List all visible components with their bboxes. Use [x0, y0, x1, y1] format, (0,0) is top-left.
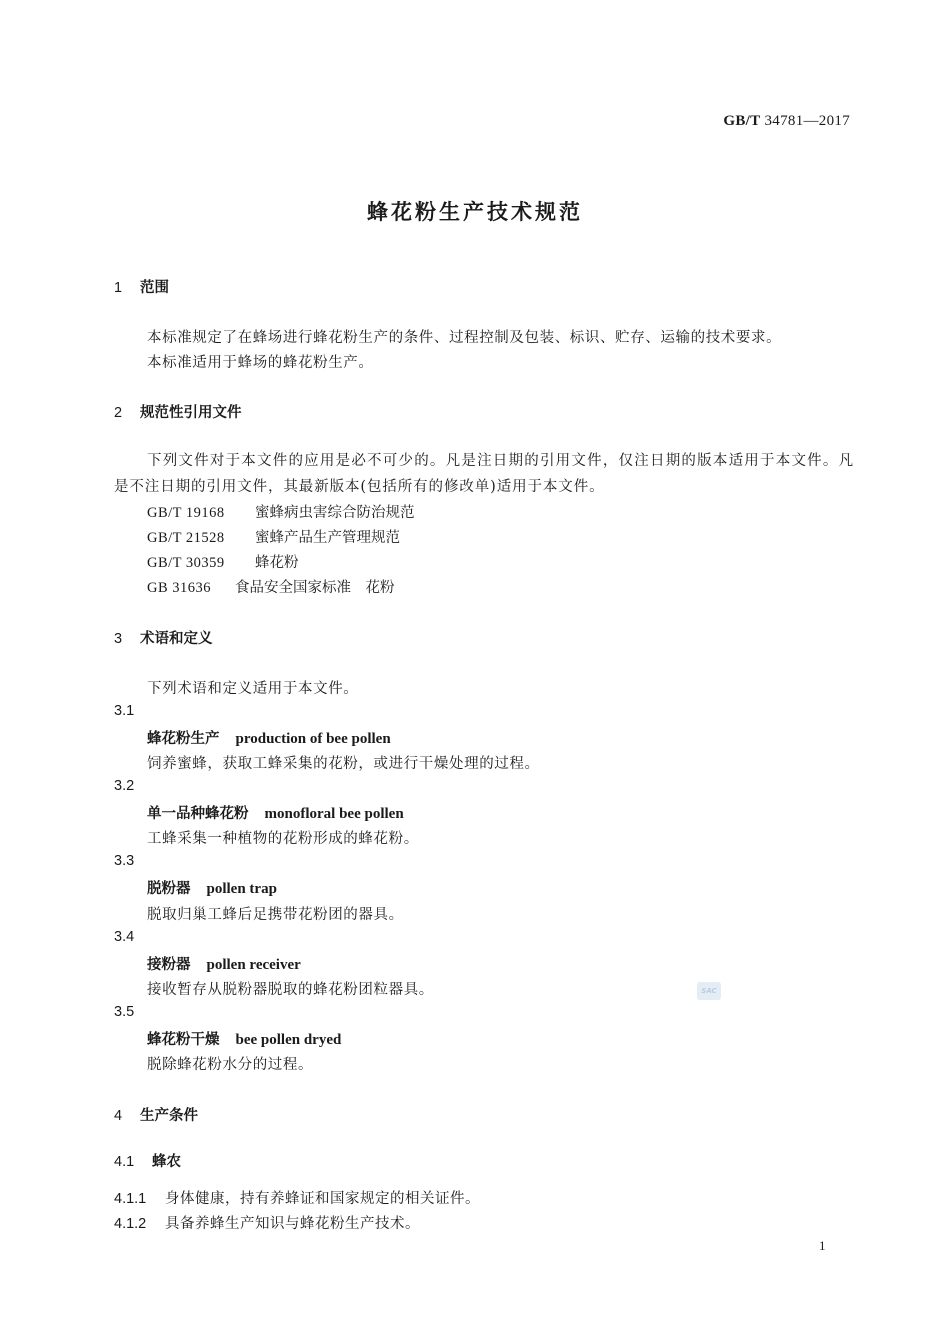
reference-item: [147, 526, 400, 547]
clause-text: 具备养蜂生产知识与蜂花粉生产技术。: [165, 1216, 420, 1232]
term-zh: 蜂花粉干燥: [147, 1032, 220, 1048]
standard-code: [723, 113, 850, 130]
reference-name: 蜜蜂产品生产管理规范: [255, 530, 400, 546]
reference-item: [147, 551, 299, 572]
reference-item: [147, 501, 415, 522]
section-title: 生产条件: [140, 1108, 198, 1124]
standard-code-prefix: GB/T: [723, 113, 761, 129]
clause-number: 4.1.1: [114, 1191, 147, 1207]
clause-item: [114, 1212, 420, 1233]
term-zh: 脱粉器: [147, 881, 191, 897]
term-number: 3.5: [114, 1004, 135, 1020]
section-number: 4: [114, 1108, 123, 1124]
term-en: production of bee pollen: [235, 731, 391, 747]
document-title: 蜂花粉生产技术规范: [367, 200, 583, 224]
term-definition: 接收暂存从脱粉器脱取的蜂花粉团粒器具。: [147, 982, 434, 998]
term-heading: [147, 1028, 341, 1049]
subsection-number: 4.1: [114, 1154, 135, 1170]
term-definition: 饲养蜜蜂，获取工蜂采集的花粉，或进行干燥处理的过程。: [147, 756, 540, 772]
term-en: monofloral bee pollen: [264, 806, 404, 822]
section-2-heading: [114, 401, 242, 422]
standard-code-number: 34781—2017: [764, 113, 850, 129]
term-zh: 接粉器: [147, 957, 191, 973]
reference-code: GB/T 21528: [147, 530, 225, 546]
reference-code: GB/T 30359: [147, 555, 225, 571]
term-number: 3.2: [114, 778, 135, 794]
paragraph: 下列术语和定义适用于本文件。: [147, 681, 359, 697]
section-title: 术语和定义: [140, 631, 213, 647]
sac-watermark: SAC: [697, 982, 721, 1000]
section-1-heading: [114, 276, 169, 297]
term-zh: 蜂花粉生产: [147, 731, 220, 747]
term-number: 3.1: [114, 703, 135, 719]
section-4-heading: [114, 1104, 198, 1125]
reference-code: GB/T 19168: [147, 505, 225, 521]
term-heading: [147, 727, 391, 748]
section-number: 1: [114, 280, 123, 296]
term-heading: [147, 877, 277, 898]
section-number: 3: [114, 631, 123, 647]
term-definition: 工蜂采集一种植物的花粉形成的蜂花粉。: [147, 831, 419, 847]
section-number: 2: [114, 405, 123, 421]
clause-item: [114, 1187, 480, 1208]
paragraph: 下列文件对于本文件的应用是必不可少的。凡是注日期的引用文件，仅注日期的版本适用于本文件。凡是不注日期的引用文件，其最新版本(包括所有的修改单)适用于本文件。: [114, 453, 854, 495]
reference-code: GB 31636: [147, 580, 212, 596]
section-3-heading: [114, 627, 213, 648]
subsection-heading: [114, 1150, 181, 1171]
clause-number: 4.1.2: [114, 1216, 147, 1232]
page-number: 1: [819, 1238, 826, 1253]
section-title: 范围: [140, 280, 169, 296]
paragraph: 本标准规定了在蜂场进行蜂花粉生产的条件、过程控制及包装、标识、贮存、运输的技术要求。: [147, 330, 782, 346]
paragraph: 本标准适用于蜂场的蜂花粉生产。: [147, 355, 374, 371]
reference-name: 蜂花粉: [255, 555, 299, 571]
term-definition: 脱除蜂花粉水分的过程。: [147, 1057, 314, 1073]
term-definition: 脱取归巢工蜂后足携带花粉团的器具。: [147, 907, 404, 923]
clause-text: 身体健康，持有养蜂证和国家规定的相关证件。: [165, 1191, 480, 1207]
term-en: pollen receiver: [206, 957, 301, 973]
term-number: 3.4: [114, 929, 135, 945]
reference-name: 食品安全国家标准 花粉: [235, 580, 395, 596]
reference-item: [147, 576, 395, 597]
subsection-title: 蜂农: [152, 1154, 181, 1170]
term-en: bee pollen dryed: [235, 1032, 342, 1048]
reference-name: 蜜蜂病虫害综合防治规范: [255, 505, 415, 521]
term-heading: [147, 953, 301, 974]
term-zh: 单一品种蜂花粉: [147, 806, 249, 822]
term-heading: [147, 802, 404, 823]
section-title: 规范性引用文件: [140, 405, 242, 421]
term-number: 3.3: [114, 853, 135, 869]
term-en: pollen trap: [206, 881, 277, 897]
